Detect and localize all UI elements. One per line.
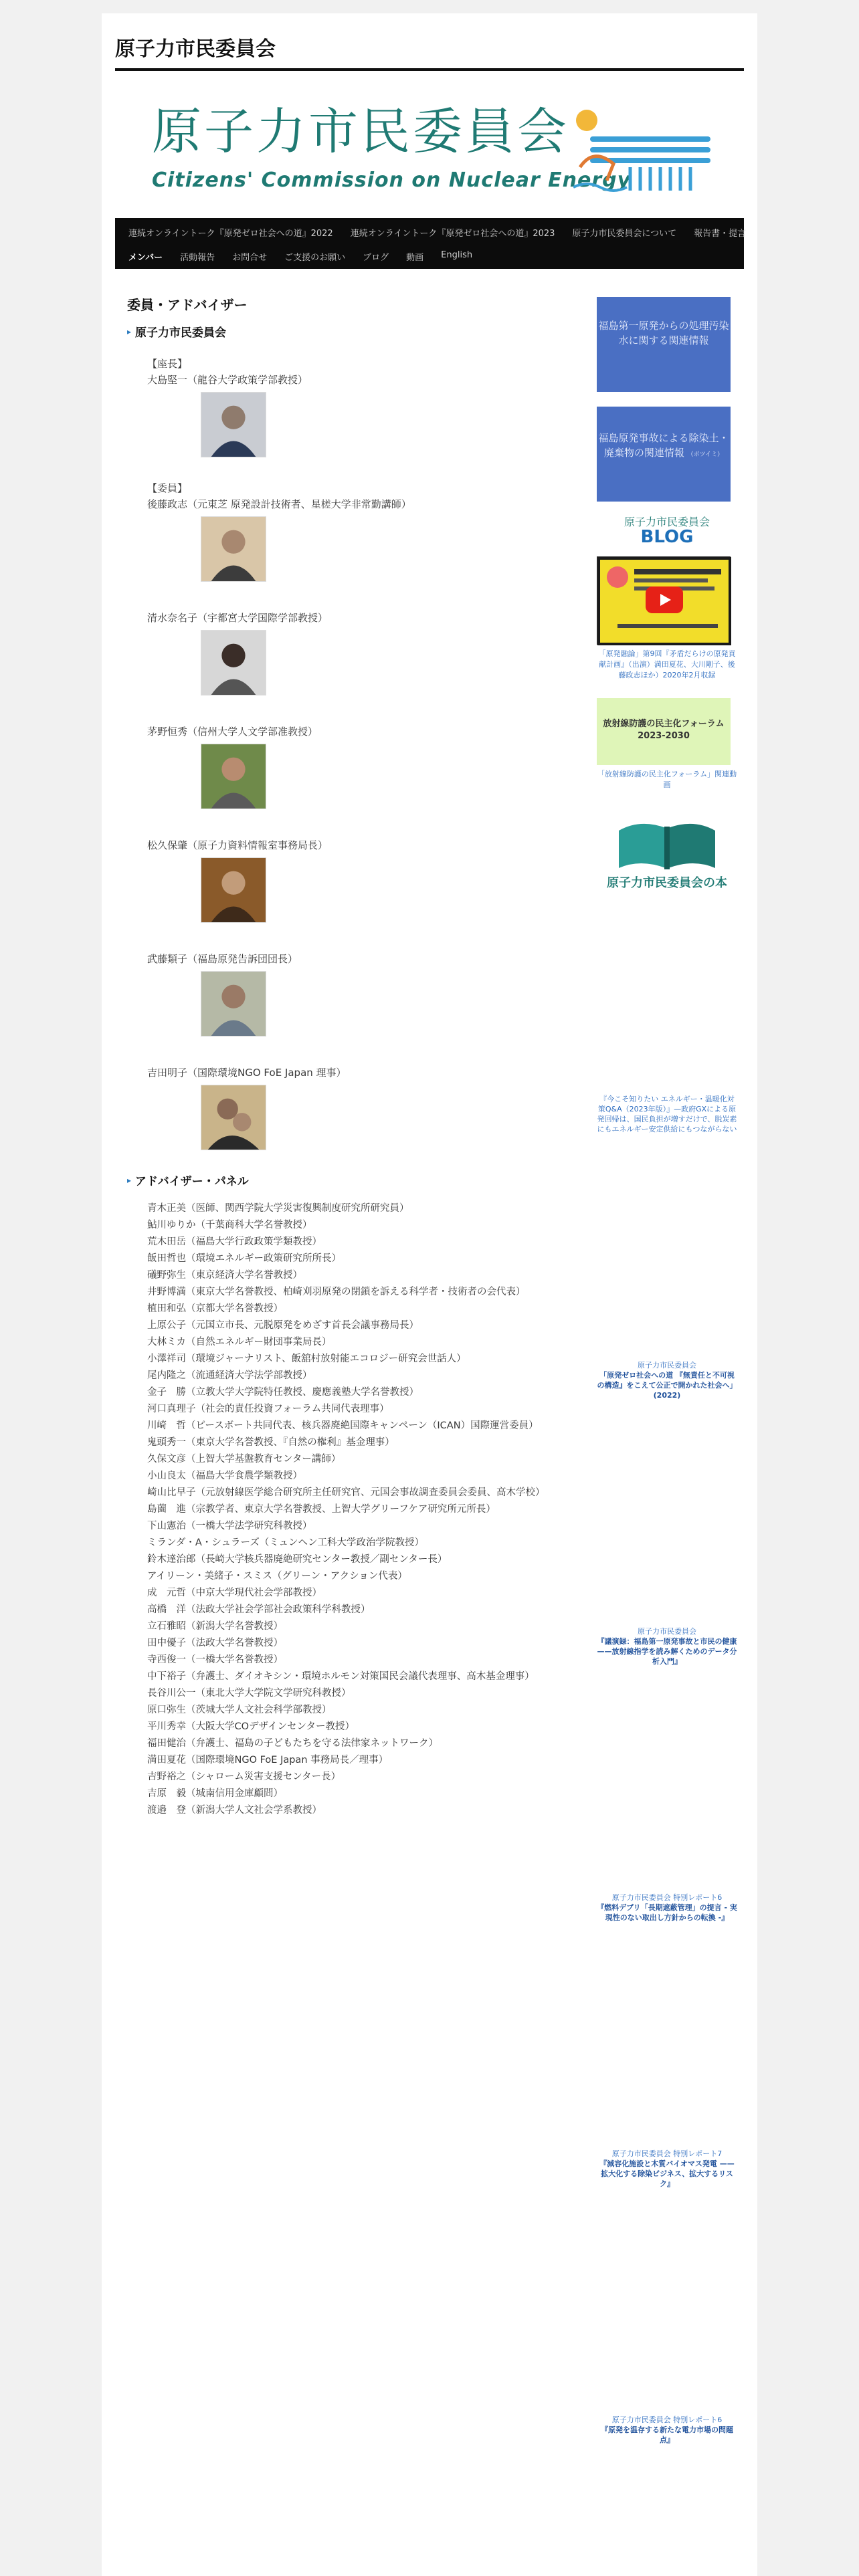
nav-item-video[interactable]: 動画 — [406, 253, 424, 263]
list-item: ミランダ・A・シュラーズ（ミュンヘン工科大学政治学院教授） — [147, 1537, 425, 1548]
advisers-title-text: アドバイザー・パネル — [135, 1175, 249, 1188]
list-item: 上原公子（元国立市長、元脱原発をめざす首長会議事務局長） — [147, 1320, 419, 1331]
list-item: 尾内隆之（流通経済大学法学部教授） — [147, 1370, 312, 1381]
report-link-debris[interactable] — [597, 1893, 737, 1923]
list-item: 礒野弥生（東京経済大学名誉教授） — [147, 1270, 302, 1281]
committee-section-title — [127, 323, 569, 340]
report-text: 『減容化施設と木質バイオマス発電 ——拡大化する除染ビジネス、拡大するリスク』 — [599, 2159, 735, 2188]
list-item: アイリーン・美緒子・スミス（グリーン・アクション代表） — [147, 1571, 407, 1582]
report-head: 原子力市民委員会 特別レポート7 — [611, 2149, 723, 2158]
chair-label: 【座長】 — [147, 358, 188, 370]
list-item: 井野博満（東京大学名誉教授、柏崎刈羽原発の閉鎖を訴える科学者・技術者の会代表） — [147, 1287, 526, 1297]
report-text: 『燃料デブリ「長期遮蔽管理」の提言 - 実現性のない取出し方針からの転換 -』 — [597, 1903, 737, 1922]
list-item: 成 元哲（中京大学現代社会学部教授） — [147, 1588, 322, 1598]
list-item: 島薗 進（宗教学者、東京大学名誉教授、上智大学グリーフケア研究所元所長） — [147, 1504, 496, 1515]
decontamination-info-link[interactable] — [597, 407, 731, 502]
member-name: 武藤類子（福島原発告訴団団長） — [147, 953, 298, 965]
list-item: 鬼頭秀一（東京大学名誉教授、『自然の権利』基金理事） — [147, 1437, 395, 1448]
member-photo — [201, 971, 266, 1037]
blog-title-big: BLOG — [640, 527, 694, 547]
nav-item-members[interactable]: メンバー — [128, 253, 163, 263]
list-item: 平川秀幸（大阪大学COデザインセンター教授） — [147, 1721, 355, 1732]
list-item: 立石雅昭（新潟大学名誉教授） — [147, 1621, 283, 1632]
report-link-zero-society[interactable] — [597, 1360, 737, 1400]
list-item: 長谷川公一（東北大学大学院文学研究科教授） — [147, 1688, 351, 1699]
site-title[interactable]: 原子力市民委員会 — [115, 37, 276, 61]
report-link-qa[interactable] — [597, 1094, 737, 1134]
page-container — [102, 13, 757, 2576]
member-photo — [201, 630, 266, 695]
report-link-biomass[interactable] — [597, 2149, 737, 2189]
list-item: 川崎 哲（ピースボート共同代表、核兵器廃絶国際キャンペーン（ICAN）国際運営委員） — [147, 1420, 539, 1431]
nav-item-about[interactable]: 原子力市民委員会について — [572, 229, 677, 239]
book-icon — [613, 817, 721, 871]
report-head: 原子力市民委員会 特別レポート6 — [611, 2416, 723, 2424]
list-item: 中下裕子（弁護士、ダイオキシン・環境ホルモン対策国民会議代表理事、高木基金理事） — [147, 1671, 535, 1682]
nav-item-blog[interactable]: ブログ — [363, 253, 389, 263]
sidebar — [597, 281, 737, 2445]
list-item: 飯田哲也（環境エネルギー政策研究所所長） — [147, 1253, 341, 1264]
committee-title-text: 原子力市民委員会 — [135, 326, 227, 340]
list-item: 荒木田岳（福島大学行政政策学類教授） — [147, 1237, 322, 1247]
report-text: 「原発ゼロ社会への道 『無責任と不可視の構造』をこえて公正で開かれた社会へ」(2022) — [597, 1371, 737, 1400]
member-name: 吉田明子（国際環境NGO FoE Japan 理事） — [147, 1067, 347, 1079]
members-label: 【委員】 — [147, 482, 188, 494]
video-thumbnail[interactable] — [597, 556, 731, 645]
decontamination-info-text: 福島原発事故による除染土・廃棄物の関連情報 — [598, 432, 729, 459]
member-name: 後藤政志（元東芝 原発設計技術者、星槎大学非常勤講師） — [147, 498, 411, 510]
treated-water-info-link[interactable]: 福島第一原発からの処理汚染水に関する関連情報 — [597, 297, 731, 392]
nav-item-contact[interactable]: お問合せ — [232, 253, 268, 263]
list-item: 寺西俊一（一橋大学名誉教授） — [147, 1654, 283, 1665]
list-item: 鮎川ゆりか（千葉商科大学名誉教授） — [147, 1220, 312, 1230]
commission-logo-icon — [567, 100, 714, 194]
page-title: 委員・アドバイザー — [127, 297, 248, 313]
report-head: 原子力市民委員会 特別レポート6 — [611, 1893, 723, 1902]
report-link-health[interactable] — [597, 1626, 737, 1667]
list-item: 原口弥生（茨城大学人文社会科学部教授） — [147, 1705, 332, 1715]
forum-banner[interactable]: 放射線防護の民主化フォーラム 2023-2030 — [597, 698, 731, 765]
adviser-list — [147, 1200, 569, 1819]
nav-item-support[interactable]: ご支援のお願い — [284, 253, 346, 263]
nav-row-1 — [128, 226, 746, 239]
list-item: 下山憲治（一橋大学法学研究科教授） — [147, 1521, 312, 1531]
list-item: 植田和弘（京都大学名誉教授） — [147, 1303, 283, 1314]
report-link-power-market[interactable] — [597, 2415, 737, 2445]
report-text: 『今こそ知りたい エネルギー・温暖化対策Q&A（2023年版）』—政府GXによる原発回帰は、国民負担が増すだけで、脱炭素にもエネルギー安定供給にもつながらない — [597, 1095, 737, 1134]
report-head: 原子力市民委員会 — [638, 1361, 696, 1370]
nav-item-english[interactable]: English — [441, 250, 473, 260]
banner-title-jp: 原子力市民委員会 — [152, 103, 569, 160]
video-caption-link[interactable]: 「原発融論」第9回『矛盾だらけの原発貢献計画』（出演）満田夏花、大川剛子、後藤政志ほか）2020年2月収録 — [598, 649, 736, 679]
blog-link[interactable] — [597, 515, 737, 547]
list-item: 田中優子（法政大学名誉教授） — [147, 1638, 283, 1648]
list-item: 満田夏花（国際環境NGO FoE Japan 事務局長／理事） — [147, 1755, 389, 1765]
blog-title-text: 原子力市民委員会 — [624, 516, 710, 528]
member-photo — [201, 1085, 266, 1150]
list-item: 吉原 毅（城南信用金庫顧問） — [147, 1788, 283, 1799]
nav-item-reports[interactable]: 報告書・提言 — [694, 229, 747, 239]
list-item: 崎山比早子（元放射線医学総合研究所主任研究官、元国会事故調査委員会委員、高木学校） — [147, 1487, 545, 1498]
list-item: 青木正美（医師、関西学院大学災害復興制度研究所研究員） — [147, 1203, 409, 1214]
book-link[interactable] — [597, 817, 737, 891]
main-content — [127, 294, 569, 1819]
list-item: 河口真理子（社会的責任投資フォーラム共同代表理事） — [147, 1404, 389, 1414]
triangle-bullet-icon: ▸ — [127, 326, 132, 336]
member-name: 大島堅一（龍谷大学政策学部教授） — [147, 374, 308, 386]
list-item: 福田健治（弁護士、福島の子どもたちを守る法律家ネットワーク） — [147, 1738, 438, 1749]
triangle-bullet-icon: ▸ — [127, 1175, 132, 1185]
banner-title-en: Citizens' Commission on Nuclear Energy — [152, 169, 632, 192]
report-text: 『議演録：福島第一原発事故と市民の健康 ——放射線指学を読み解くためのデータ分析入門』 — [597, 1637, 737, 1666]
nav-row-2 — [128, 250, 472, 263]
report-text: 『原発を温存する新たな電力市場の問題点』 — [601, 2426, 733, 2444]
title-divider — [115, 68, 744, 71]
header-banner[interactable] — [138, 80, 721, 214]
member-photo — [201, 744, 266, 809]
list-item: 鈴木達治郎（長崎大学核兵器廃絶研究センター教授／副センター長） — [147, 1554, 448, 1565]
list-item: 渡邉 登（新潟大学人文社会学系教授） — [147, 1805, 322, 1816]
book-title: 原子力市民委員会の本 — [607, 876, 727, 890]
forum-video-link[interactable]: 「放射線防護の民主化フォーラム」関連動画 — [597, 770, 737, 789]
member-name: 清水奈名子（宇都宮大学国際学部教授） — [147, 612, 328, 624]
member-name: 茅野恒秀（信州大学人文学部准教授） — [147, 726, 318, 738]
member-name: 松久保肇（原子力資料情報室事務局長） — [147, 839, 328, 851]
nav-item-activity[interactable]: 活動報告 — [180, 253, 215, 263]
youtube-play-icon[interactable] — [646, 586, 683, 613]
member-photo — [201, 392, 266, 457]
list-item: 高橋 洋（法政大学社会学部社会政策科学科教授） — [147, 1604, 371, 1615]
member-photo — [201, 857, 266, 923]
decontamination-info-note: （ポツイミ） — [687, 451, 724, 458]
member-photo — [201, 516, 266, 582]
main-navigation — [115, 218, 747, 269]
committee-list — [147, 356, 569, 1153]
list-item: 小山良太（福島大学食農学類教授） — [147, 1471, 302, 1481]
list-item: 小澤祥司（環境ジャーナリスト、飯舘村放射能エコロジー研究会世話人） — [147, 1354, 466, 1364]
report-head: 原子力市民委員会 — [638, 1627, 696, 1636]
list-item: 大林ミカ（自然エネルギー財団事業局長） — [147, 1337, 332, 1348]
list-item: 吉野裕之（シャローム災害支援センター長） — [147, 1772, 341, 1782]
list-item: 久保文彦（上智大学基盤教育センター講師） — [147, 1454, 341, 1465]
advisers-section-title — [127, 1172, 569, 1188]
nav-item-online-talk-2023[interactable]: 連続オンライントーク『原発ゼロ社会への道』2023 — [350, 229, 555, 239]
nav-item-online-talk-2022[interactable]: 連続オンライントーク『原発ゼロ社会への道』2022 — [128, 229, 333, 239]
list-item: 金子 勝（立教大学大学院特任教授、慶應義塾大学名誉教授） — [147, 1387, 419, 1398]
